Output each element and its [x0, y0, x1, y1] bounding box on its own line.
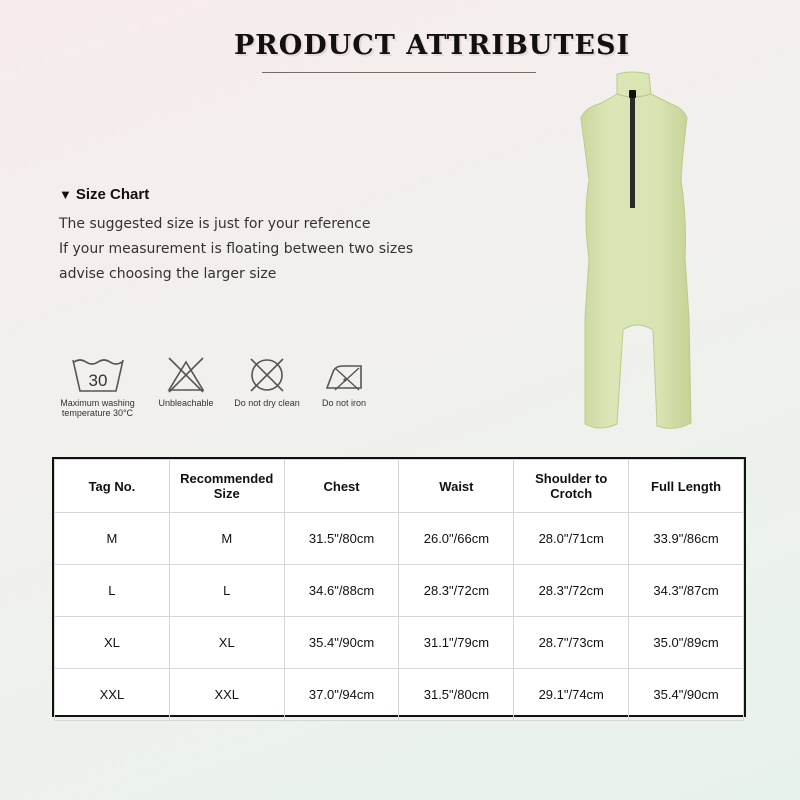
table-cell: XXL: [55, 669, 170, 721]
no-dry-clean-icon: [246, 356, 288, 394]
size-note: If your measurement is floating between two sizes: [59, 241, 414, 257]
table-cell: 28.3"/72cm: [399, 565, 514, 617]
table-cell: 26.0"/66cm: [399, 513, 514, 565]
table-cell: 31.5"/80cm: [284, 513, 399, 565]
care-label: Do not iron: [321, 398, 367, 408]
care-label: Unbleachable: [158, 398, 214, 408]
column-header: Waist: [399, 460, 514, 513]
title-underline: [262, 72, 536, 73]
table-cell: 34.3"/87cm: [629, 565, 744, 617]
care-item-bleach: [154, 356, 218, 408]
table-row: [55, 513, 744, 565]
care-label: [50, 398, 145, 418]
no-bleach-icon: [165, 356, 207, 394]
table-cell: 28.0"/71cm: [514, 513, 629, 565]
table-cell: XL: [55, 617, 170, 669]
wash-temp-text: 30: [88, 371, 107, 390]
care-item-wash: [50, 356, 145, 418]
romper-body: [581, 72, 691, 428]
page-title: PRODUCT ATTRIBUTESI: [234, 30, 631, 61]
column-header: Chest: [284, 460, 399, 513]
column-header: Full Length: [629, 460, 744, 513]
no-iron-icon: [321, 356, 367, 394]
table-cell: 37.0"/94cm: [284, 669, 399, 721]
size-note: The suggested size is just for your reference: [59, 216, 371, 232]
table-cell: 31.5"/80cm: [399, 669, 514, 721]
table-cell: 34.6"/88cm: [284, 565, 399, 617]
table-row: [55, 617, 744, 669]
table-cell: 35.4"/90cm: [284, 617, 399, 669]
table-cell: 28.7"/73cm: [514, 617, 629, 669]
table-cell: 29.1"/74cm: [514, 669, 629, 721]
zipper: [630, 92, 635, 208]
size-table: [52, 457, 746, 717]
table-cell: XL: [169, 617, 284, 669]
care-item-dry-clean: [228, 356, 306, 408]
size-chart-heading: [59, 186, 149, 203]
care-label-line: temperature 30°C: [61, 408, 134, 418]
triangle-down-icon: ▼: [59, 187, 72, 202]
size-note: advise choosing the larger size: [59, 266, 277, 282]
size-notes: [59, 213, 413, 288]
table-row: [55, 669, 744, 721]
table-cell: L: [55, 565, 170, 617]
table-cell: 35.0"/89cm: [629, 617, 744, 669]
table-cell: XXL: [169, 669, 284, 721]
size-chart-label: Size Chart: [75, 186, 150, 203]
care-label: Do not dry clean: [234, 398, 300, 408]
care-item-iron: [314, 356, 374, 408]
column-header: Tag No.: [55, 460, 170, 513]
table-cell: 31.1"/79cm: [399, 617, 514, 669]
column-header: Shoulder to Crotch: [514, 460, 629, 513]
table-header-row: [55, 460, 744, 513]
care-label-line: Maximum washing: [60, 398, 135, 408]
table-cell: M: [169, 513, 284, 565]
wash-30-icon: [70, 356, 126, 394]
zipper-pull: [629, 90, 636, 98]
column-header: Recommended Size: [169, 460, 284, 513]
care-instructions: [50, 356, 380, 426]
product-image: [575, 68, 695, 438]
table-cell: 28.3"/72cm: [514, 565, 629, 617]
table-cell: L: [169, 565, 284, 617]
table-row: [55, 565, 744, 617]
table-cell: 35.4"/90cm: [629, 669, 744, 721]
table-cell: 33.9"/86cm: [629, 513, 744, 565]
table-cell: M: [55, 513, 170, 565]
